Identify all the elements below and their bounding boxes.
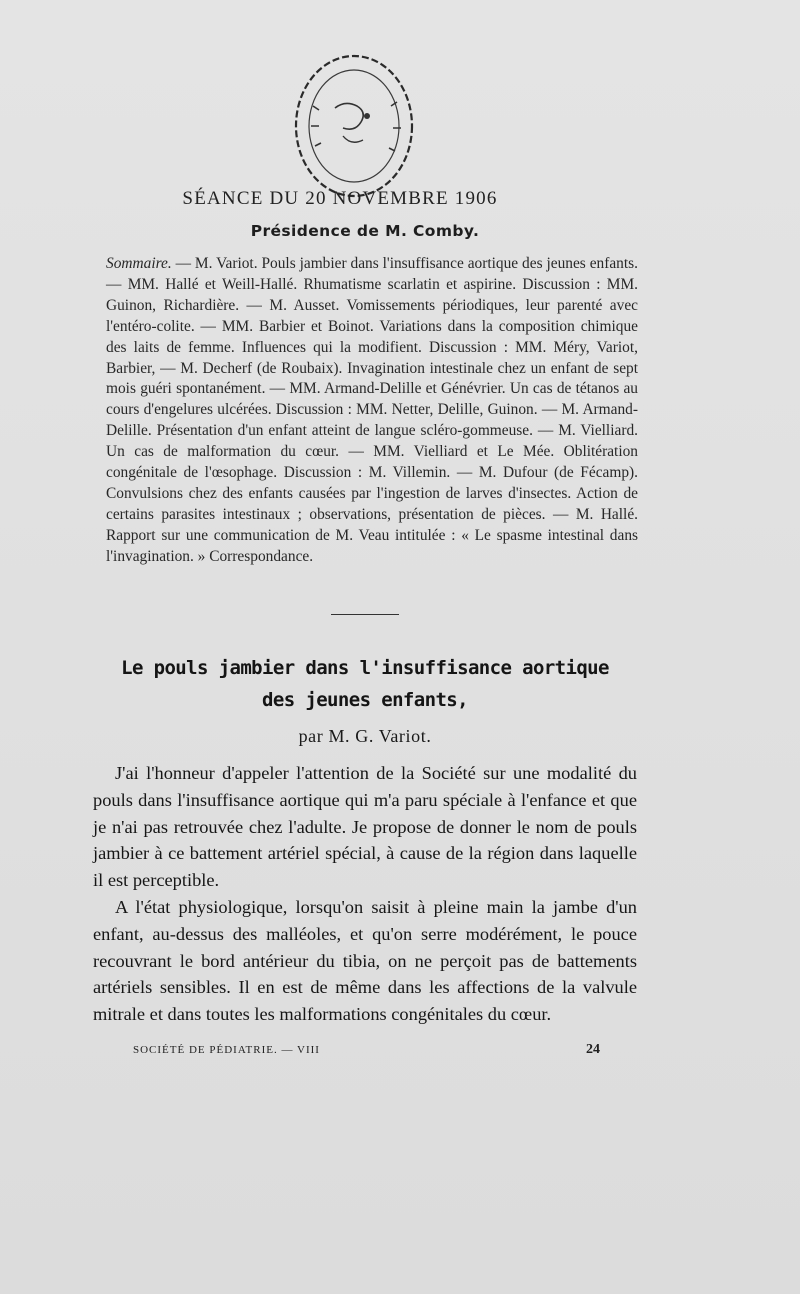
article-body bbox=[93, 760, 637, 1028]
section-divider bbox=[331, 614, 399, 615]
article-title-line-1: Le pouls jambier dans l'insuffisance aortique bbox=[121, 657, 609, 679]
article-title bbox=[0, 652, 730, 716]
library-stamp-icon bbox=[283, 46, 425, 208]
article-paragraph-2: A l'état physiologique, lorsqu'on saisit à pleine main la jambe d'un enfant, au-dessus des malléoles, et qu'on serre modérément, le pouce recouvrant le bord antérieur du tibia, on ne perçoit pas de battements artériels sensibles. Il en est de même dans les affections de la valvule mitrale et dans toutes les malformations congénitales du cœur. bbox=[93, 896, 637, 1025]
sommaire-block bbox=[106, 254, 638, 568]
page-signature: SOCIÉTÉ DE PÉDIATRIE. — VIII bbox=[133, 1044, 320, 1056]
article-paragraph-1: J'ai l'honneur d'appeler l'attention de la Société sur une modalité du pouls dans l'insuffisance aortique qui m'a paru spéciale à l'enfance et que je n'ai pas retrouvée chez l'adulte. Je propose de donner le nom de pouls jambier à ce battement artériel spécial, à cause de la région dans laquelle il est perceptible. bbox=[93, 763, 637, 891]
sommaire-label: Sommaire. bbox=[106, 255, 172, 272]
article-title-line-2: des jeunes enfants, bbox=[262, 689, 468, 711]
article-author: par M. G. Variot. bbox=[298, 726, 432, 746]
page-folio: 24 bbox=[586, 1042, 600, 1057]
presidence-line: Présidence de M. Comby. bbox=[250, 222, 480, 240]
sommaire-text: — M. Variot. Pouls jambier dans l'insuffisance aortique des jeunes enfants. — MM. Hallé et Weill-Hallé. Rhumatisme scarlatin et aspirine. Discussion : MM. Guinon, Richardière. — M. Ausset. Vomissements périodiques, leur parenté avec l'entéro-colite. — MM. Barbier et Boinot. Variations dans la composition chimique des laits de femme. Influences qui la modifient. Discussion : MM. Méry, Variot, Barbier, — M. Decherf (de Roubaix). Invagination intestinale chez un enfant de sept mois guéri spontanément. — MM. Armand-Delille et Génévrier. Un cas de tétanos au cours d'engelures ulcérées. Discussion : MM. Netter, Delille, Guinon. — M. Armand-Delille. Présentation d'un enfant atteint de langue scléro-gommeuse. — M. Vielliard. Un cas de malformation du cœur. — MM. Vielliard et Le Mée. Oblitération congénitale de l'œsophage. Discussion : M. Villemin. — M. Dufour (de Fécamp). Convulsions chez des enfants causées par l'ingestion de larves d'insectes. Action de certains parasites intestinaux ; observations, présentation de pièces. — M. Hallé. Rapport sur une communication de M. Veau intitulée : « Le spasme intestinal dans l'invagination. » Correspondance. bbox=[106, 255, 638, 565]
seance-heading: SÉANCE DU 20 NOVEMBRE 1906 bbox=[182, 188, 498, 209]
